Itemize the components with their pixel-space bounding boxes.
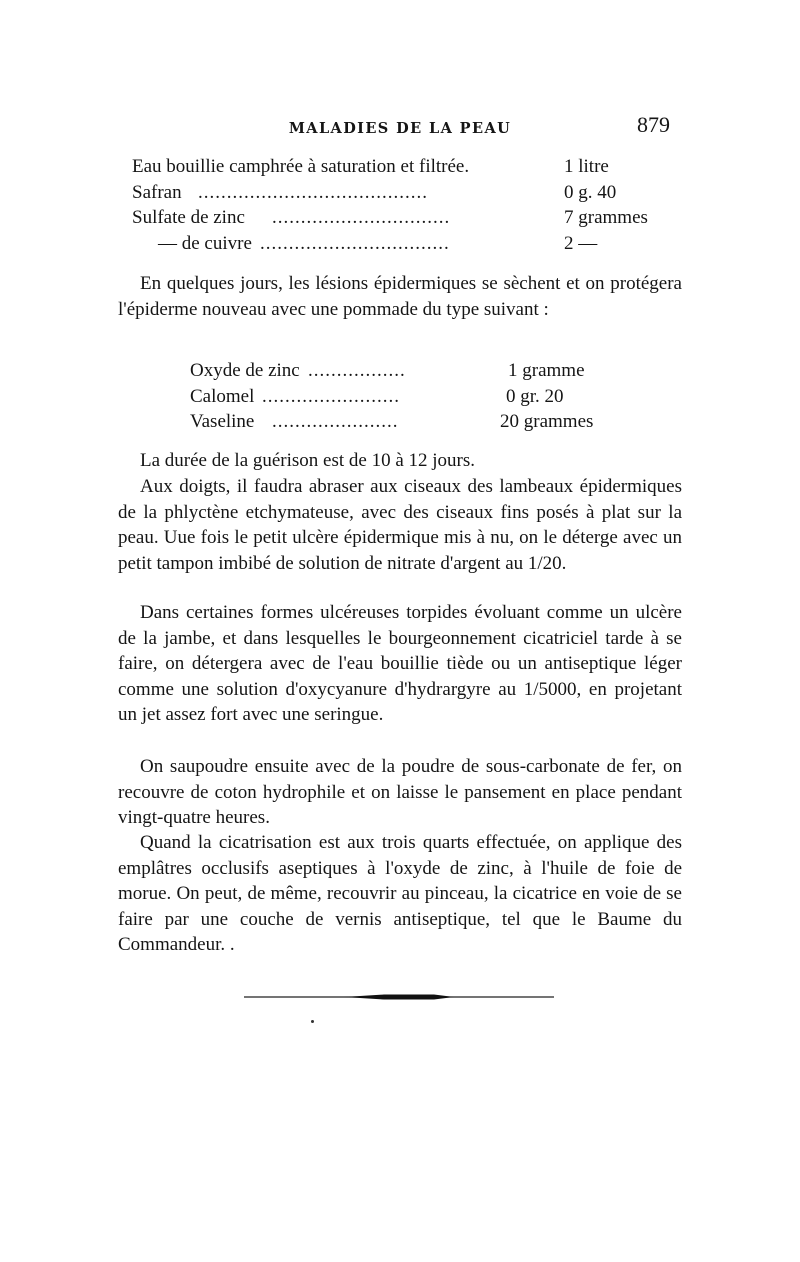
recipe-row [132,180,672,206]
ingredient-quantity: 1 litre [564,156,609,177]
recipe-row [190,384,610,410]
paragraph: On saupoudre ensuite avec de la poudre de sous-carbonate de fer, on recouvre de coton hydrophile et on laisse le pansement en place pendant vingt-quatre heures. [118,756,682,828]
paragraph: La durée de la guérison est de 10 à 12 jours. [140,450,476,471]
end-of-section-rule [244,994,554,1000]
recipe-list [132,154,672,256]
recipe-row [132,205,672,231]
ingredient-name: Sulfate de zinc [132,207,245,228]
running-title: MALADIES DE LA PEAU [288,120,512,137]
leader-dots: ........................................ [198,181,428,203]
recipe-row [190,358,610,384]
ingredient-name: — de cuivre [158,232,252,254]
ingredient-quantity: 7 grammes [564,207,648,228]
paragraph: Dans certaines formes ulcéreuses torpides évoluant comme un ulcère de la jambe, et dans lesquelles le bourgeonnement cicatriciel tarde à se faire, on détergera avec de l'eau bouillie tiède ou un antiseptique léger comme une solution d'oxycyanure d'hydrargyre au 1/5000, en projetant un jet assez fort avec une seringue. [118,602,682,725]
recipe-row [132,154,672,180]
ingredient-name: Oxyde de zinc [190,360,300,381]
ingredient-quantity: 0 gr. 20 [506,385,564,407]
leader-dots: ................. [308,360,406,381]
leader-dots: ........................ [262,385,400,407]
ingredient-quantity: 20 grammes [500,411,594,432]
ingredient-name: Calomel [190,385,255,407]
ingredient-quantity: 0 g. 40 [564,181,617,203]
ingredient-name: Eau bouillie camphrée à saturation et filtrée. [132,156,470,177]
ingredient-name: Safran [132,181,182,203]
stray-dot [311,1020,314,1023]
pommade-recipe-list [190,358,610,435]
ingredient-quantity: 1 gramme [508,360,585,381]
leader-dots: ...................... [272,411,399,432]
recipe-row [132,231,672,257]
leader-dots: ............................... [272,207,451,228]
ingredient-name: Vaseline [190,411,255,432]
ingredient-quantity: 2 — [564,232,598,254]
paragraph: Aux doigts, il faudra abraser aux ciseaux des lambeaux épidermiques de la phlyctène etchymateuse, avec des ciseaux fins posés à plat sur la peau. Uue fois le petit ulcère épidermique mis à nu, on le déterge avec un petit tampon imbibé de solution de nitrate d'argent au 1/20. [118,476,682,574]
recipe-row [190,409,610,435]
paragraph: En quelques jours, les lésions épidermiques se sèchent et on protégera l'épiderme nouveau avec une pommade du type suivant : [118,273,682,320]
page-number: 879 [637,112,670,137]
running-head [120,112,680,142]
paragraph: Quand la cicatrisation est aux trois quarts effectuée, on applique des emplâtres occlusifs aseptiques à l'oxyde de zinc, à l'huile de foie de morue. On peut, de même, recouvrir au pinceau, la cicatrice en voie de se faire par une couche de vernis antiseptique, tel que le Baume du Commandeur. . [118,832,682,955]
leader-dots: ................................. [260,232,450,254]
